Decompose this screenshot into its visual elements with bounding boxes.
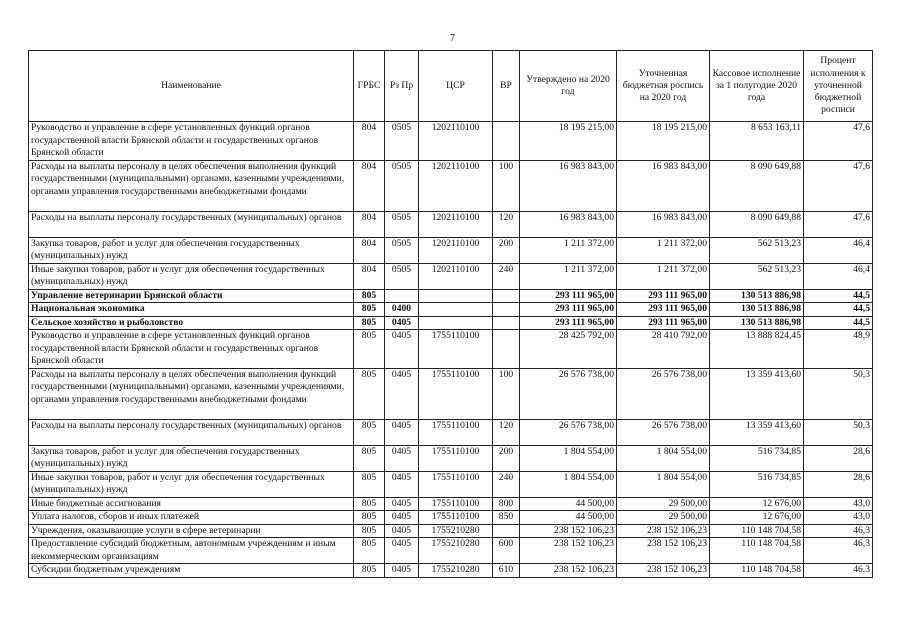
cell-percent: 46,3 bbox=[804, 538, 873, 564]
cell-grbs: 805 bbox=[354, 368, 385, 419]
table-row bbox=[29, 303, 873, 317]
cell-vr: 100 bbox=[493, 368, 520, 419]
cell-rzpr: 0405 bbox=[385, 538, 419, 564]
cell-cash: 130 513 886,98 bbox=[710, 303, 804, 317]
cell-refined: 238 152 106,23 bbox=[617, 538, 710, 564]
cell-grbs: 805 bbox=[354, 524, 385, 538]
cell-name: Закупка товаров, работ и услуг для обеспечения государственных (муниципальных) нужд bbox=[29, 237, 354, 263]
cell-refined: 238 152 106,23 bbox=[617, 564, 710, 578]
cell-percent: 47,6 bbox=[804, 122, 873, 161]
cell-vr: 120 bbox=[493, 211, 520, 237]
column-header-csr: ЦСР bbox=[419, 51, 493, 122]
cell-approved: 1 804 554,00 bbox=[520, 471, 617, 497]
cell-name: Субсидии бюджетным учреждениям bbox=[29, 564, 354, 578]
cell-approved: 16 983 843,00 bbox=[520, 160, 617, 211]
cell-percent: 43,0 bbox=[804, 511, 873, 525]
cell-csr bbox=[419, 303, 493, 317]
column-header-percent: Процент исполнения к уточненной бюджетной росписи bbox=[804, 51, 873, 122]
cell-cash: 110 148 704,58 bbox=[710, 524, 804, 538]
cell-percent: 28,6 bbox=[804, 445, 873, 471]
cell-approved: 1 211 372,00 bbox=[520, 263, 617, 289]
cell-refined: 16 983 843,00 bbox=[617, 160, 710, 211]
cell-csr: 1755110100 bbox=[419, 497, 493, 511]
cell-vr bbox=[493, 122, 520, 161]
cell-name: Руководство и управление в сфере установленных функций органов государственной власти Брянской области и государственных органов Брянской области bbox=[29, 122, 354, 161]
cell-percent: 46,3 bbox=[804, 524, 873, 538]
cell-approved: 16 983 843,00 bbox=[520, 211, 617, 237]
table-row bbox=[29, 368, 873, 419]
column-header-approved: Утверждено на 2020 год bbox=[520, 51, 617, 122]
cell-csr: 1755110100 bbox=[419, 419, 493, 445]
cell-cash: 13 359 413,60 bbox=[710, 368, 804, 419]
cell-vr: 610 bbox=[493, 564, 520, 578]
cell-cash: 8 090 649,88 bbox=[710, 160, 804, 211]
cell-cash: 130 513 886,98 bbox=[710, 289, 804, 303]
cell-vr: 100 bbox=[493, 160, 520, 211]
cell-rzpr: 0405 bbox=[385, 419, 419, 445]
cell-csr: 1755110100 bbox=[419, 445, 493, 471]
cell-refined: 18 195 215,00 bbox=[617, 122, 710, 161]
table-row bbox=[29, 419, 873, 445]
cell-csr: 1755110100 bbox=[419, 330, 493, 369]
cell-grbs: 805 bbox=[354, 316, 385, 330]
cell-percent: 46,4 bbox=[804, 237, 873, 263]
cell-grbs: 804 bbox=[354, 237, 385, 263]
cell-name: Расходы на выплаты персоналу в целях обеспечения выполнения функций государственными (муниципальными) органами, казенными учреждениями, органами управления государственными внебюджетными фондами bbox=[29, 368, 354, 419]
table-row bbox=[29, 511, 873, 525]
column-header-grbs: ГРБС bbox=[354, 51, 385, 122]
cell-csr bbox=[419, 316, 493, 330]
cell-vr: 200 bbox=[493, 237, 520, 263]
column-header-rzpr: Рз Пр bbox=[385, 51, 419, 122]
cell-rzpr: 0405 bbox=[385, 511, 419, 525]
table-row bbox=[29, 211, 873, 237]
column-header-vr: ВР bbox=[493, 51, 520, 122]
cell-grbs: 805 bbox=[354, 303, 385, 317]
budget-table bbox=[28, 50, 873, 578]
table-row bbox=[29, 445, 873, 471]
cell-csr: 1755210280 bbox=[419, 524, 493, 538]
cell-refined: 29 500,00 bbox=[617, 511, 710, 525]
cell-vr: 850 bbox=[493, 511, 520, 525]
cell-percent: 47,6 bbox=[804, 160, 873, 211]
cell-csr: 1202110100 bbox=[419, 237, 493, 263]
cell-rzpr: 0405 bbox=[385, 330, 419, 369]
cell-cash: 516 734,85 bbox=[710, 445, 804, 471]
table-row bbox=[29, 524, 873, 538]
cell-approved: 238 152 106,23 bbox=[520, 564, 617, 578]
cell-grbs: 804 bbox=[354, 160, 385, 211]
cell-name: Иные бюджетные ассигнования bbox=[29, 497, 354, 511]
cell-grbs: 805 bbox=[354, 445, 385, 471]
cell-csr bbox=[419, 289, 493, 303]
cell-percent: 44,5 bbox=[804, 316, 873, 330]
cell-vr bbox=[493, 289, 520, 303]
cell-rzpr: 0505 bbox=[385, 122, 419, 161]
cell-grbs: 805 bbox=[354, 471, 385, 497]
cell-percent: 46,4 bbox=[804, 263, 873, 289]
table-row bbox=[29, 263, 873, 289]
cell-grbs: 805 bbox=[354, 419, 385, 445]
cell-approved: 293 111 965,00 bbox=[520, 289, 617, 303]
table-header bbox=[29, 51, 873, 122]
cell-name: Сельское хозяйство и рыболовство bbox=[29, 316, 354, 330]
cell-approved: 238 152 106,23 bbox=[520, 524, 617, 538]
page-number: 7 bbox=[450, 33, 455, 44]
cell-grbs: 805 bbox=[354, 497, 385, 511]
cell-approved: 28 425 792,00 bbox=[520, 330, 617, 369]
column-header-refined: Уточненная бюджетная роспись на 2020 год bbox=[617, 51, 710, 122]
cell-rzpr: 0400 bbox=[385, 303, 419, 317]
cell-refined: 16 983 843,00 bbox=[617, 211, 710, 237]
table-row bbox=[29, 122, 873, 161]
cell-refined: 28 410 792,00 bbox=[617, 330, 710, 369]
cell-name: Руководство и управление в сфере установленных функций органов государственной власти Брянской области и государственных органов Брянской области bbox=[29, 330, 354, 369]
table-row bbox=[29, 564, 873, 578]
cell-vr: 120 bbox=[493, 419, 520, 445]
cell-approved: 26 576 738,00 bbox=[520, 419, 617, 445]
cell-name: Управление ветеринарии Брянской области bbox=[29, 289, 354, 303]
cell-refined: 293 111 965,00 bbox=[617, 303, 710, 317]
cell-vr: 240 bbox=[493, 471, 520, 497]
cell-grbs: 804 bbox=[354, 122, 385, 161]
cell-name: Иные закупки товаров, работ и услуг для обеспечения государственных (муниципальных) нужд bbox=[29, 263, 354, 289]
cell-rzpr: 0505 bbox=[385, 263, 419, 289]
cell-approved: 293 111 965,00 bbox=[520, 303, 617, 317]
cell-name: Расходы на выплаты персоналу в целях обеспечения выполнения функций государственными (муниципальными) органами, казенными учреждениями, органами управления государственными внебюджетными фондами bbox=[29, 160, 354, 211]
cell-name: Уплата налогов, сборов и иных платежей bbox=[29, 511, 354, 525]
cell-cash: 8 090 649,88 bbox=[710, 211, 804, 237]
cell-csr: 1202110100 bbox=[419, 160, 493, 211]
cell-name: Иные закупки товаров, работ и услуг для обеспечения государственных (муниципальных) нужд bbox=[29, 471, 354, 497]
cell-approved: 1 211 372,00 bbox=[520, 237, 617, 263]
cell-refined: 26 576 738,00 bbox=[617, 368, 710, 419]
cell-rzpr: 0405 bbox=[385, 497, 419, 511]
cell-percent: 50,3 bbox=[804, 368, 873, 419]
cell-csr: 1755210280 bbox=[419, 538, 493, 564]
cell-approved: 1 804 554,00 bbox=[520, 445, 617, 471]
cell-rzpr: 0505 bbox=[385, 211, 419, 237]
cell-percent: 28,6 bbox=[804, 471, 873, 497]
cell-approved: 238 152 106,23 bbox=[520, 538, 617, 564]
cell-csr: 1755210280 bbox=[419, 564, 493, 578]
cell-approved: 44 500,00 bbox=[520, 497, 617, 511]
table-row bbox=[29, 471, 873, 497]
cell-vr: 600 bbox=[493, 538, 520, 564]
cell-percent: 46,3 bbox=[804, 564, 873, 578]
cell-rzpr: 0405 bbox=[385, 316, 419, 330]
table-body bbox=[29, 122, 873, 578]
cell-cash: 562 513,23 bbox=[710, 237, 804, 263]
cell-approved: 18 195 215,00 bbox=[520, 122, 617, 161]
cell-grbs: 805 bbox=[354, 289, 385, 303]
table-row bbox=[29, 289, 873, 303]
column-header-name: Наименование bbox=[29, 51, 354, 122]
cell-refined: 1 211 372,00 bbox=[617, 237, 710, 263]
cell-csr: 1202110100 bbox=[419, 263, 493, 289]
cell-rzpr: 0405 bbox=[385, 471, 419, 497]
cell-grbs: 805 bbox=[354, 330, 385, 369]
cell-refined: 293 111 965,00 bbox=[617, 289, 710, 303]
cell-cash: 12 676,00 bbox=[710, 497, 804, 511]
cell-vr bbox=[493, 303, 520, 317]
cell-csr: 1202110100 bbox=[419, 122, 493, 161]
cell-grbs: 804 bbox=[354, 211, 385, 237]
cell-name: Закупка товаров, работ и услуг для обеспечения государственных (муниципальных) нужд bbox=[29, 445, 354, 471]
cell-refined: 238 152 106,23 bbox=[617, 524, 710, 538]
cell-rzpr: 0405 bbox=[385, 564, 419, 578]
cell-percent: 50,3 bbox=[804, 419, 873, 445]
cell-vr bbox=[493, 524, 520, 538]
column-header-cash: Кассовое исполнение за 1 полугодие 2020 года bbox=[710, 51, 804, 122]
cell-csr: 1755110100 bbox=[419, 368, 493, 419]
cell-refined: 1 804 554,00 bbox=[617, 445, 710, 471]
cell-grbs: 805 bbox=[354, 564, 385, 578]
cell-percent: 43,0 bbox=[804, 497, 873, 511]
cell-percent: 44,5 bbox=[804, 289, 873, 303]
cell-approved: 44 500,00 bbox=[520, 511, 617, 525]
table-row bbox=[29, 330, 873, 369]
cell-vr bbox=[493, 330, 520, 369]
cell-percent: 48,9 bbox=[804, 330, 873, 369]
cell-cash: 562 513,23 bbox=[710, 263, 804, 289]
cell-vr: 800 bbox=[493, 497, 520, 511]
cell-rzpr: 0405 bbox=[385, 524, 419, 538]
cell-cash: 110 148 704,58 bbox=[710, 538, 804, 564]
cell-vr: 200 bbox=[493, 445, 520, 471]
cell-cash: 13 888 824,45 bbox=[710, 330, 804, 369]
cell-name: Расходы на выплаты персоналу государственных (муниципальных) органов bbox=[29, 419, 354, 445]
cell-cash: 8 653 163,11 bbox=[710, 122, 804, 161]
cell-vr: 240 bbox=[493, 263, 520, 289]
cell-name: Предоставление субсидий бюджетным, автономным учреждениям и иным некоммерческим организациям bbox=[29, 538, 354, 564]
cell-refined: 26 576 738,00 bbox=[617, 419, 710, 445]
cell-refined: 1 211 372,00 bbox=[617, 263, 710, 289]
cell-cash: 13 359 413,60 bbox=[710, 419, 804, 445]
cell-name: Расходы на выплаты персоналу государственных (муниципальных) органов bbox=[29, 211, 354, 237]
cell-refined: 1 804 554,00 bbox=[617, 471, 710, 497]
cell-percent: 44,5 bbox=[804, 303, 873, 317]
cell-rzpr: 0505 bbox=[385, 160, 419, 211]
cell-approved: 26 576 738,00 bbox=[520, 368, 617, 419]
cell-cash: 516 734,85 bbox=[710, 471, 804, 497]
cell-rzpr: 0405 bbox=[385, 445, 419, 471]
cell-rzpr: 0505 bbox=[385, 237, 419, 263]
table-row bbox=[29, 160, 873, 211]
cell-csr: 1755110100 bbox=[419, 471, 493, 497]
cell-cash: 12 676,00 bbox=[710, 511, 804, 525]
cell-cash: 110 148 704,58 bbox=[710, 564, 804, 578]
cell-percent: 47,6 bbox=[804, 211, 873, 237]
table-row bbox=[29, 538, 873, 564]
cell-csr: 1202110100 bbox=[419, 211, 493, 237]
table-row bbox=[29, 316, 873, 330]
cell-rzpr: 0405 bbox=[385, 368, 419, 419]
cell-approved: 293 111 965,00 bbox=[520, 316, 617, 330]
cell-grbs: 804 bbox=[354, 263, 385, 289]
cell-grbs: 805 bbox=[354, 538, 385, 564]
table-row bbox=[29, 497, 873, 511]
cell-grbs: 805 bbox=[354, 511, 385, 525]
cell-rzpr bbox=[385, 289, 419, 303]
cell-refined: 293 111 965,00 bbox=[617, 316, 710, 330]
cell-csr: 1755110100 bbox=[419, 511, 493, 525]
cell-refined: 29 500,00 bbox=[617, 497, 710, 511]
cell-cash: 130 513 886,98 bbox=[710, 316, 804, 330]
cell-vr bbox=[493, 316, 520, 330]
table-row bbox=[29, 237, 873, 263]
cell-name: Учреждения, оказывающие услуги в сфере ветеринарии bbox=[29, 524, 354, 538]
cell-name: Национальная экономика bbox=[29, 303, 354, 317]
